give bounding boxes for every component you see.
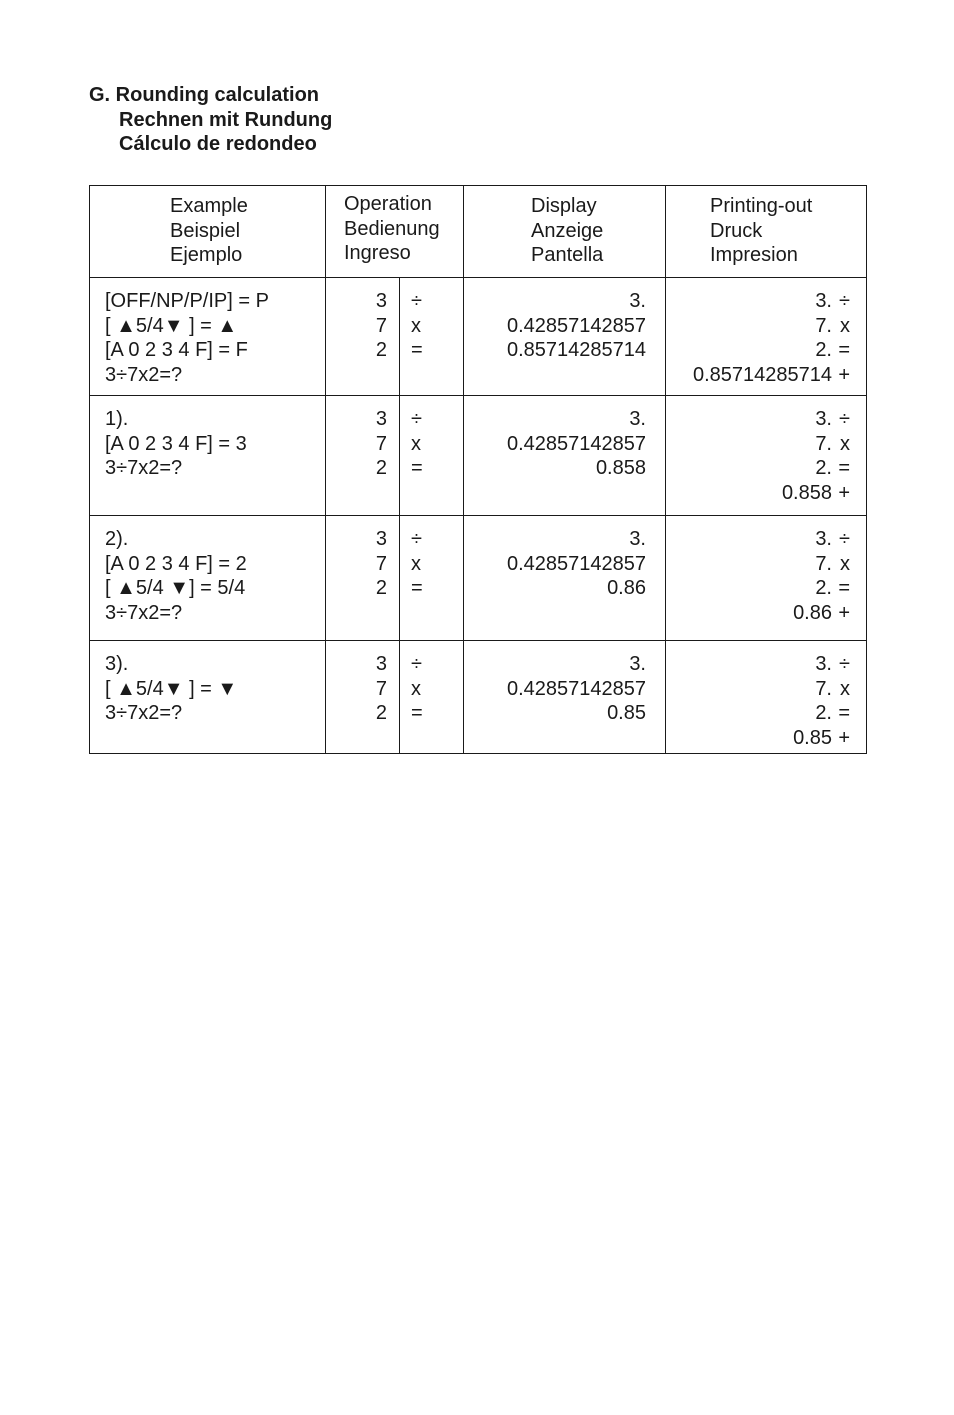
display-cell xyxy=(464,396,666,516)
print-sign: x xyxy=(840,552,850,575)
operation-number: 3 xyxy=(375,408,387,430)
example-line: 1). xyxy=(105,408,129,430)
example-cell xyxy=(90,396,326,516)
display-value: 0.86 xyxy=(607,577,646,599)
print-sign: = xyxy=(838,457,850,479)
header-printing xyxy=(666,186,867,278)
print-value: 2. xyxy=(815,339,832,361)
heading-german: Rechnen mit Rundung xyxy=(119,108,333,131)
operation-key: = xyxy=(411,339,423,361)
print-value: 0.86 xyxy=(793,601,832,624)
display-cell xyxy=(464,516,666,641)
operation-number: 3 xyxy=(375,528,387,550)
example-line: 2). xyxy=(105,528,129,550)
print-value: 3. xyxy=(815,290,832,312)
print-value: 2. xyxy=(815,577,832,599)
display-value: 3. xyxy=(629,408,646,430)
display-value: 0.85714285714 xyxy=(506,339,646,361)
print-line xyxy=(666,652,850,677)
print-line xyxy=(666,601,850,626)
operation-key: ÷ xyxy=(411,528,422,550)
print-line xyxy=(666,314,850,339)
display-value: 0.85 xyxy=(607,702,646,724)
operation-number: 3 xyxy=(375,290,387,312)
table-row xyxy=(90,396,867,516)
print-value: 3. xyxy=(815,528,832,550)
header-example xyxy=(90,186,326,278)
section-heading xyxy=(89,83,332,157)
operation-number: 2 xyxy=(375,339,387,361)
print-sign: + xyxy=(838,363,850,386)
table-row xyxy=(90,641,867,754)
print-line xyxy=(666,432,850,457)
header-display-es: Pantella xyxy=(531,244,604,266)
print-sign: ÷ xyxy=(839,653,850,675)
header-operation-es: Ingreso xyxy=(344,242,411,264)
print-sign: + xyxy=(838,481,850,504)
operation-numbers-cell xyxy=(326,641,400,754)
operation-numbers-cell xyxy=(326,516,400,641)
operation-number: 7 xyxy=(375,432,387,455)
header-display xyxy=(464,186,666,278)
operation-keys-cell xyxy=(400,278,464,396)
operation-number: 7 xyxy=(375,314,387,337)
example-line: 3÷7x2=? xyxy=(105,457,183,479)
print-value: 3. xyxy=(815,408,832,430)
operation-key: x xyxy=(411,552,421,575)
table-row xyxy=(90,278,867,396)
operation-keys-cell xyxy=(400,396,464,516)
table-header-row xyxy=(90,186,867,278)
example-line: [A 0 2 3 4 F] = 3 xyxy=(105,432,247,455)
rounding-table xyxy=(89,185,867,754)
print-value: 7. xyxy=(815,552,832,575)
header-operation-de: Bedienung xyxy=(344,217,440,240)
print-sign: = xyxy=(838,577,850,599)
print-value: 2. xyxy=(815,702,832,724)
print-sign: + xyxy=(838,601,850,624)
display-value: 3. xyxy=(629,290,646,312)
example-line: 3÷7x2=? xyxy=(105,601,183,624)
print-sign: ÷ xyxy=(839,408,850,430)
header-printing-es: Impresion xyxy=(710,244,798,266)
operation-numbers-cell xyxy=(326,278,400,396)
example-line: 3÷7x2=? xyxy=(105,702,183,724)
operation-numbers-cell xyxy=(326,396,400,516)
print-line xyxy=(666,289,850,314)
printing-cell xyxy=(666,396,867,516)
display-cell xyxy=(464,641,666,754)
header-display-en: Display xyxy=(531,195,597,217)
operation-number: 2 xyxy=(375,457,387,479)
operation-key: x xyxy=(411,432,421,455)
print-line xyxy=(666,552,850,577)
print-value: 7. xyxy=(815,432,832,455)
header-operation xyxy=(326,186,464,278)
example-line: 3÷7x2=? xyxy=(105,363,183,386)
operation-keys-cell xyxy=(400,641,464,754)
display-value: 0.42857142857 xyxy=(506,552,646,575)
print-sign: = xyxy=(838,339,850,361)
example-cell xyxy=(90,278,326,396)
operation-key: = xyxy=(411,457,423,479)
operation-key: ÷ xyxy=(411,290,422,312)
print-sign: + xyxy=(838,726,850,749)
header-printing-de: Druck xyxy=(710,219,763,242)
print-sign: ÷ xyxy=(839,290,850,312)
heading-english: G. Rounding calculation xyxy=(89,84,319,106)
print-value: 0.858 xyxy=(781,481,832,504)
print-sign: x xyxy=(840,432,850,455)
example-line: [OFF/NP/P/IP] = P xyxy=(105,290,269,312)
print-value: 2. xyxy=(815,457,832,479)
printing-cell xyxy=(666,516,867,641)
header-example-es: Ejemplo xyxy=(170,244,243,266)
operation-key: x xyxy=(411,314,421,337)
operation-key: x xyxy=(411,677,421,700)
operation-number: 7 xyxy=(375,552,387,575)
print-sign: x xyxy=(840,677,850,700)
print-sign: x xyxy=(840,314,850,337)
print-line xyxy=(666,527,850,552)
operation-number: 2 xyxy=(375,577,387,599)
print-line xyxy=(666,481,850,506)
example-line: 3). xyxy=(105,653,129,675)
print-value: 7. xyxy=(815,314,832,337)
print-value: 3. xyxy=(815,653,832,675)
example-cell xyxy=(90,641,326,754)
operation-key: = xyxy=(411,702,423,724)
example-line: [ ▲5/4 ▼] = 5/4 xyxy=(105,577,246,599)
display-value: 0.858 xyxy=(595,457,646,479)
printing-cell xyxy=(666,641,867,754)
example-line: [A 0 2 3 4 F] = 2 xyxy=(105,552,247,575)
operation-number: 7 xyxy=(375,677,387,700)
print-line xyxy=(666,407,850,432)
example-cell xyxy=(90,516,326,641)
display-cell xyxy=(464,278,666,396)
print-line xyxy=(666,456,850,481)
print-value: 0.85 xyxy=(793,726,832,749)
header-operation-en: Operation xyxy=(344,193,432,215)
operation-key: ÷ xyxy=(411,653,422,675)
example-line: [ ▲5/4▼ ] = ▼ xyxy=(105,677,238,700)
print-line xyxy=(666,726,850,751)
display-value: 0.42857142857 xyxy=(506,314,646,337)
display-value: 0.42857142857 xyxy=(506,677,646,700)
operation-keys-cell xyxy=(400,516,464,641)
header-printing-en: Printing-out xyxy=(710,195,813,217)
example-line: [A 0 2 3 4 F] = F xyxy=(105,339,248,361)
print-sign: = xyxy=(838,702,850,724)
table-row xyxy=(90,516,867,641)
header-display-de: Anzeige xyxy=(531,219,604,242)
operation-number: 3 xyxy=(375,653,387,675)
print-line xyxy=(666,363,850,388)
print-sign: ÷ xyxy=(839,528,850,550)
header-example-de: Beispiel xyxy=(170,219,241,242)
operation-number: 2 xyxy=(375,702,387,724)
print-value: 7. xyxy=(815,677,832,700)
display-value: 0.42857142857 xyxy=(506,432,646,455)
print-line xyxy=(666,338,850,363)
print-value: 0.85714285714 xyxy=(692,363,832,386)
printing-cell xyxy=(666,278,867,396)
print-line xyxy=(666,677,850,702)
operation-key: = xyxy=(411,577,423,599)
print-line xyxy=(666,701,850,726)
example-line: [ ▲5/4▼ ] = ▲ xyxy=(105,314,238,337)
print-line xyxy=(666,576,850,601)
display-value: 3. xyxy=(629,528,646,550)
operation-key: ÷ xyxy=(411,408,422,430)
heading-spanish: Cálculo de redondeo xyxy=(119,133,317,155)
display-value: 3. xyxy=(629,653,646,675)
header-example-en: Example xyxy=(170,195,248,217)
